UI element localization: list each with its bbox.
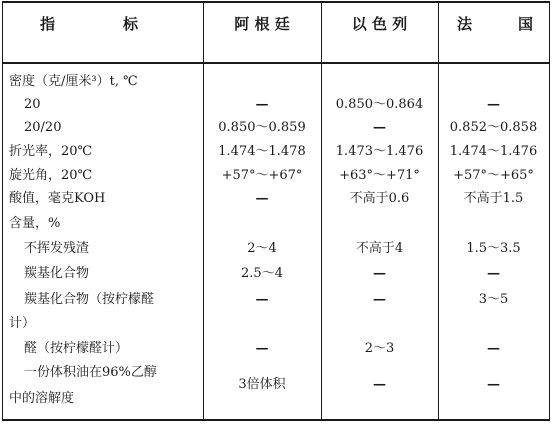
cell-arg-rotation: +57°～+67° <box>221 168 303 183</box>
cell-fra-carbonyl: — <box>487 266 500 281</box>
row-label-density: 密度（克/厘米³）t, ℃ <box>9 74 138 89</box>
cell-fra-rotation: +57°～+65° <box>453 168 534 183</box>
col-divider-3 <box>438 1 439 421</box>
header-france-2: 国 <box>518 15 534 33</box>
row-label-carbonyl: 羰基化合物 <box>24 266 90 281</box>
row-label-content: 含量，% <box>9 216 61 231</box>
cell-arg-acid: — <box>255 191 269 206</box>
row-label-carbonyl-citral-line1: 羰基化合物（按柠檬醛 <box>24 292 155 307</box>
cell-fra-20: — <box>487 97 500 112</box>
row-label-nonvolatile-residue: 不挥发残渣 <box>24 241 90 256</box>
header-france-1: 法 <box>457 15 473 33</box>
col-divider-2 <box>321 1 322 421</box>
cell-isr-20: 0.850～0.864 <box>335 97 424 112</box>
row-label-carbonyl-citral-line2: 计） <box>9 316 36 331</box>
row-label-aldehyde: 醛（按柠檬醛计） <box>24 341 129 356</box>
cell-arg-aldehyde: — <box>255 341 269 356</box>
table-top-border <box>2 1 550 3</box>
cell-arg-20-20: 0.850～0.859 <box>218 120 306 135</box>
cell-isr-20-20: — <box>373 120 386 135</box>
cell-fra-acid: 不高于1.5 <box>463 191 524 206</box>
row-label-solubility-line1: 一份体积油在96%乙醇 <box>24 365 157 380</box>
cell-fra-residue: 1.5～3.5 <box>466 241 521 256</box>
header-israel: 以 色 列 <box>351 15 408 33</box>
header-indicator-1: 指 <box>40 15 56 33</box>
table-bottom-border <box>2 419 550 421</box>
cell-isr-solubility: — <box>373 377 386 392</box>
cell-isr-residue: 不高于4 <box>355 241 404 256</box>
cell-fra-refractive: 1.474～1.476 <box>449 144 538 159</box>
row-label-acid-value: 酸值，毫克KOH <box>9 191 106 206</box>
cell-arg-carbonyl-citral: — <box>255 292 269 307</box>
cell-isr-acid: 不高于0.6 <box>349 191 410 206</box>
cell-isr-refractive: 1.473～1.476 <box>335 144 424 159</box>
row-label-optical-rotation: 旋光角，20℃ <box>9 168 93 183</box>
cell-arg-20: — <box>255 97 269 112</box>
col-divider-1 <box>203 1 204 421</box>
row-label-20: 20 <box>24 97 41 112</box>
header-indicator-2: 标 <box>123 15 139 33</box>
table-left-border <box>2 1 3 421</box>
row-label-refractive-index: 折光率，20℃ <box>9 144 93 159</box>
cell-fra-carbonyl-citral: 3～5 <box>478 292 509 307</box>
header-bottom-rule <box>2 62 550 64</box>
cell-fra-aldehyde: — <box>487 341 500 356</box>
cell-isr-aldehyde: 2～3 <box>364 341 395 356</box>
header-argentina: 阿 根 廷 <box>234 15 290 33</box>
table-right-border <box>549 1 550 421</box>
cell-arg-refractive: 1.474～1.478 <box>218 144 306 159</box>
row-label-20-20: 20/20 <box>24 120 62 135</box>
cell-arg-residue: 2～4 <box>247 241 277 256</box>
spec-table <box>2 1 550 421</box>
cell-arg-carbonyl: 2.5～4 <box>241 266 283 281</box>
cell-arg-solubility: 3倍体积 <box>238 377 286 392</box>
cell-fra-20-20: 0.852～0.858 <box>449 120 538 135</box>
row-label-solubility-line2: 中的溶解度 <box>9 391 75 406</box>
cell-isr-rotation: +63°～+71° <box>339 168 420 183</box>
cell-isr-carbonyl: — <box>373 266 386 281</box>
cell-fra-solubility: — <box>487 377 500 392</box>
cell-isr-carbonyl-citral: — <box>373 292 386 307</box>
